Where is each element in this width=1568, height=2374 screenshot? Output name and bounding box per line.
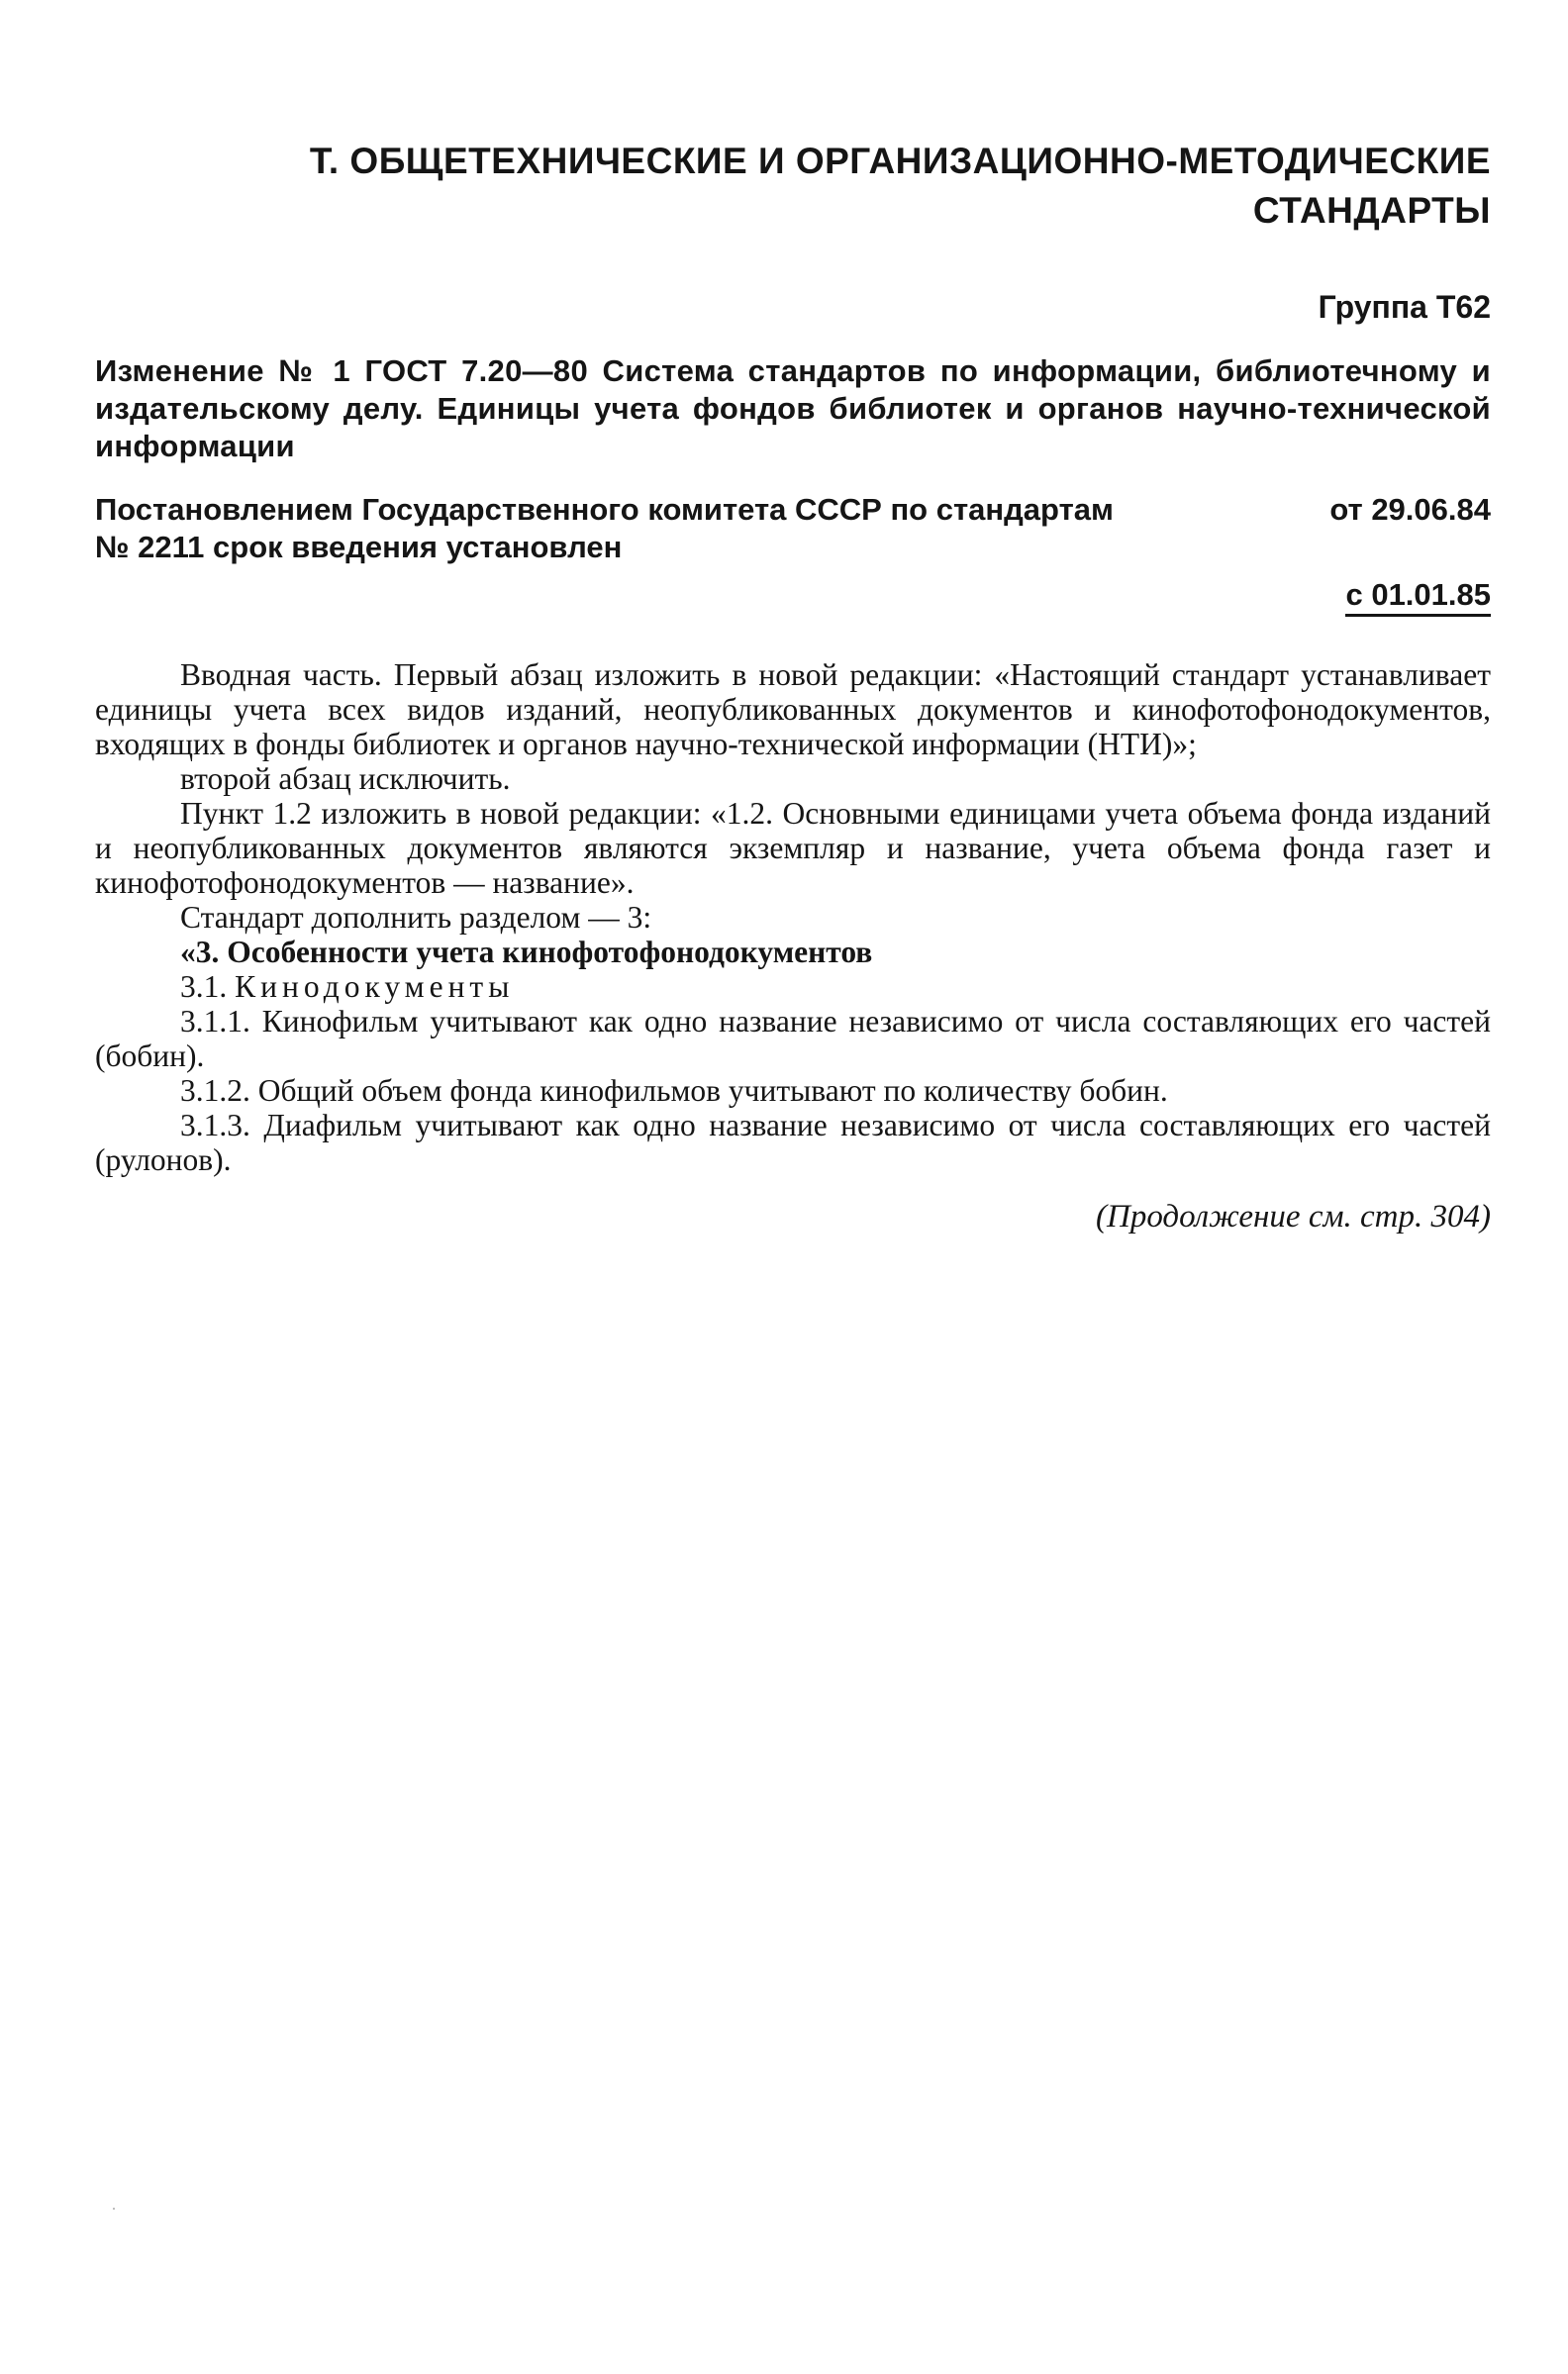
clause-3-1-3: 3.1.3. Диафильм учитывают как одно название независимо от числа составляющих его частей (рулонов). [95,1108,1491,1177]
scan-speck [113,2208,115,2210]
clause-3-1-2: 3.1.2. Общий объем фонда кинофильмов учитывают по количеству бобин. [180,1073,1168,1108]
body-paragraph-intro: Вводная часть. Первый абзац изложить в новой редакции: «Настоящий стандарт устанавливает единицы учета всех видов изданий, неопубликованных документов и кинофотофонодокументов, входящих в фонды библиотек и органов научно-технической информации (НТИ)»; [95,657,1491,761]
page-content [95,137,1491,1236]
body-paragraph-add-section: Стандарт дополнить разделом — 3: [180,900,652,935]
group-label: Группа Т62 [1318,289,1491,325]
section-heading [95,137,1491,236]
subsection-3-1-title: Кинодокументы [235,969,515,1004]
decree-line-1 [95,491,1491,529]
section-3-title: «3. Особенности учета кинофотофонодокументов [180,935,873,969]
section-heading-line-2: СТАНДАРТЫ [1252,190,1491,231]
decree-line-2: № 2211 срок введения установлен [95,530,623,564]
body-paragraph-remove: второй абзац исключить. [180,761,511,796]
decree-block [95,491,1491,614]
subsection-3-1-number: 3.1. [180,969,228,1004]
subsection-3-1-heading [95,969,1491,1004]
amendment-title: Изменение № 1 ГОСТ 7.20—80 Система стандартов по информации, библиотечному и издательскому делу. Единицы учета фондов библиотек и органов научно-технической информации [95,353,1491,463]
clause-3-1-1: 3.1.1. Кинофильм учитывают как одно название независимо от числа составляющих его частей (бобин). [95,1004,1491,1073]
decree-authority: Постановлением Государственного комитета СССР по стандартам [95,492,1114,527]
section-heading-line-1: Т. ОБЩЕТЕХНИЧЕСКИЕ И ОРГАНИЗАЦИОННО-МЕТОДИЧЕСКИЕ [309,141,1491,181]
body-paragraph-point-1-2: Пункт 1.2 изложить в новой редакции: «1.2. Основными единицами учета объема фонда изданий и неопубликованных документов являются экземпляр и название, учета объема фонда газет и кинофотофонодокументов — название». [95,796,1491,900]
effective-date-value: с 01.01.85 [1345,577,1491,617]
effective-date [95,576,1491,614]
amendment-body [95,657,1491,1177]
continuation-note: (Продолжение см. стр. 304) [1096,1199,1491,1235]
decree-date: от 29.06.84 [1329,492,1491,527]
